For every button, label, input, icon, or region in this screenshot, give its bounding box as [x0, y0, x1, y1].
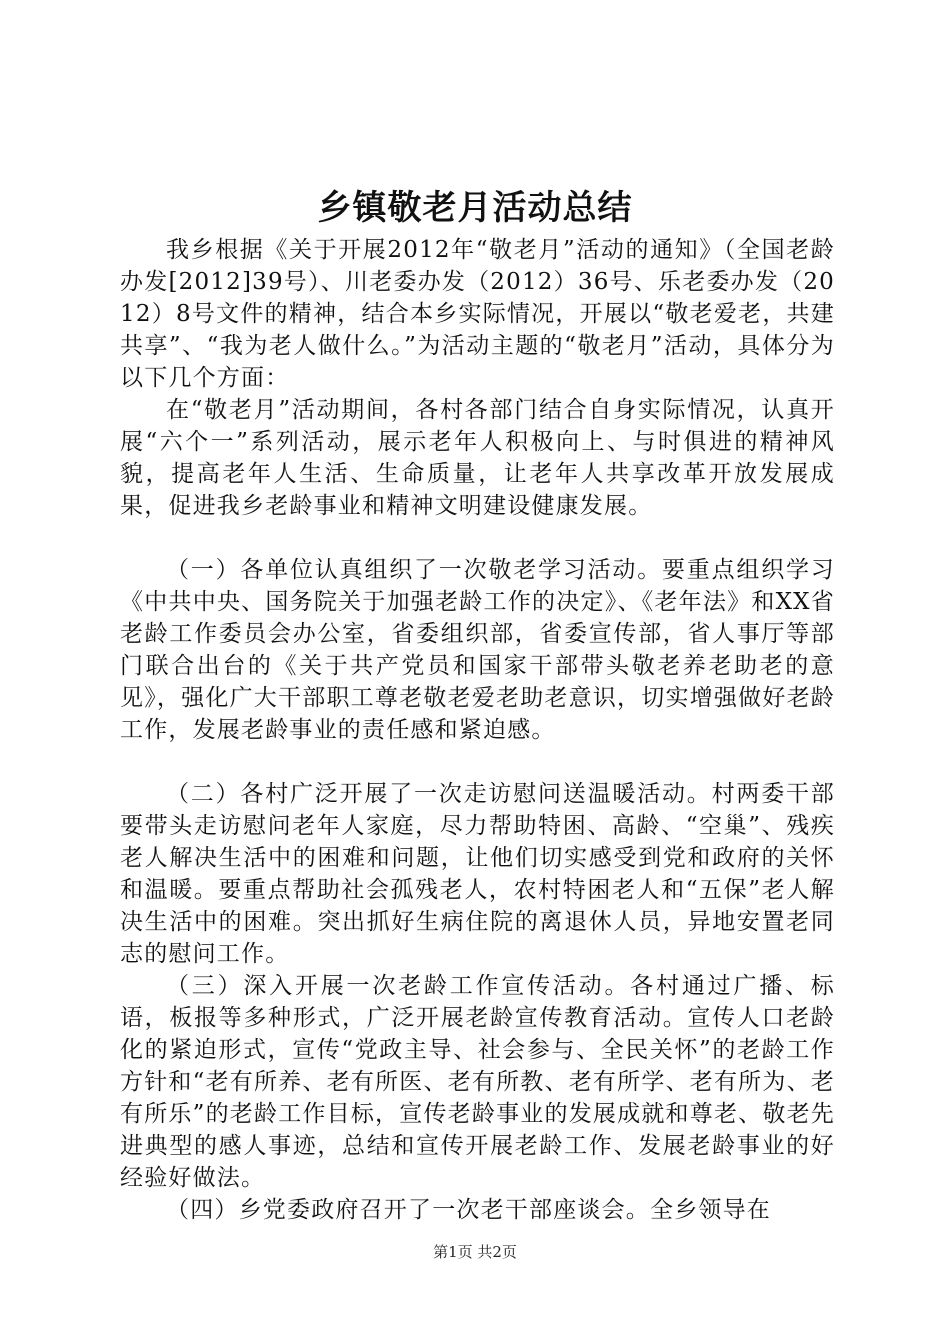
paragraph-item-4: （四）乡党委政府召开了一次老干部座谈会。全乡领导在 [166, 1197, 771, 1223]
paragraph-item-3: （三）深入开展一次老龄工作宣传活动。各村通过广播、标语，板报等多种形式，广泛开展老龄宣传教育活动。宣传人口老龄化的紧迫形式，宣传“党政主导、社会参与、全民关怀”的老龄工作方针和“老有所养、老有所医、老有所教、老有所学、老有所为、老有所乐”的老龄工作目标，宣传老龄事业的发展成就和尊老、敬老先进典型的感人事迹，总结和宣传开展老龄工作、发展老龄事业的好经验好做法。 [120, 973, 835, 1191]
document-title: 乡镇敬老月活动总结 [317, 188, 633, 228]
paragraph-intro: 我乡根据《关于开展2012年“敬老月”活动的通知》（全国老龄办发[2012]39号）、川老委办发（2012）36号、乐老委办发（2012）8号文件的精神，结合本乡实际情况，开展以“敬老爱老，共建共享”、“我为老人做什么。”为活动主题的“敬老月”活动，具体分为以下几个方面： [120, 237, 835, 391]
paragraph-item-1: （一）各单位认真组织了一次敬老学习活动。要重点组织学习《中共中央、国务院关于加强老龄工作的决定》、《老年法》和XX省老龄工作委员会办公室，省委组织部，省委宣传部，省人事厅等部门联合出台的《关于共产党员和国家干部带头敬老养老助老的意见》，强化广大干部职工尊老敬老爱老助老意识，切实增强做好老龄工作，发展老龄事业的责任感和紧迫感。 [120, 557, 835, 743]
document-body [120, 234, 835, 1226]
page-number: 第1页 共2页 [433, 1243, 517, 1261]
paragraph-overview: 在“敬老月”活动期间，各村各部门结合自身实际情况，认真开展“六个一”系列活动，展示老年人积极向上、与时俱进的精神风貌，提高老年人生活、生命质量，让老年人共享改革开放发展成果，促进我乡老龄事业和精神文明建设健康发展。 [120, 397, 835, 519]
paragraph-item-2: （二）各村广泛开展了一次走访慰问送温暖活动。村两委干部要带头走访慰问老年人家庭，尽力帮助特困、高龄、“空巢”、残疾老人解决生活中的困难和问题，让他们切实感受到党和政府的关怀和温暖。要重点帮助社会孤残老人，农村特困老人和“五保”老人解决生活中的困难。突出抓好生病住院的离退休人员，异地安置老同志的慰问工作。 [120, 781, 835, 967]
